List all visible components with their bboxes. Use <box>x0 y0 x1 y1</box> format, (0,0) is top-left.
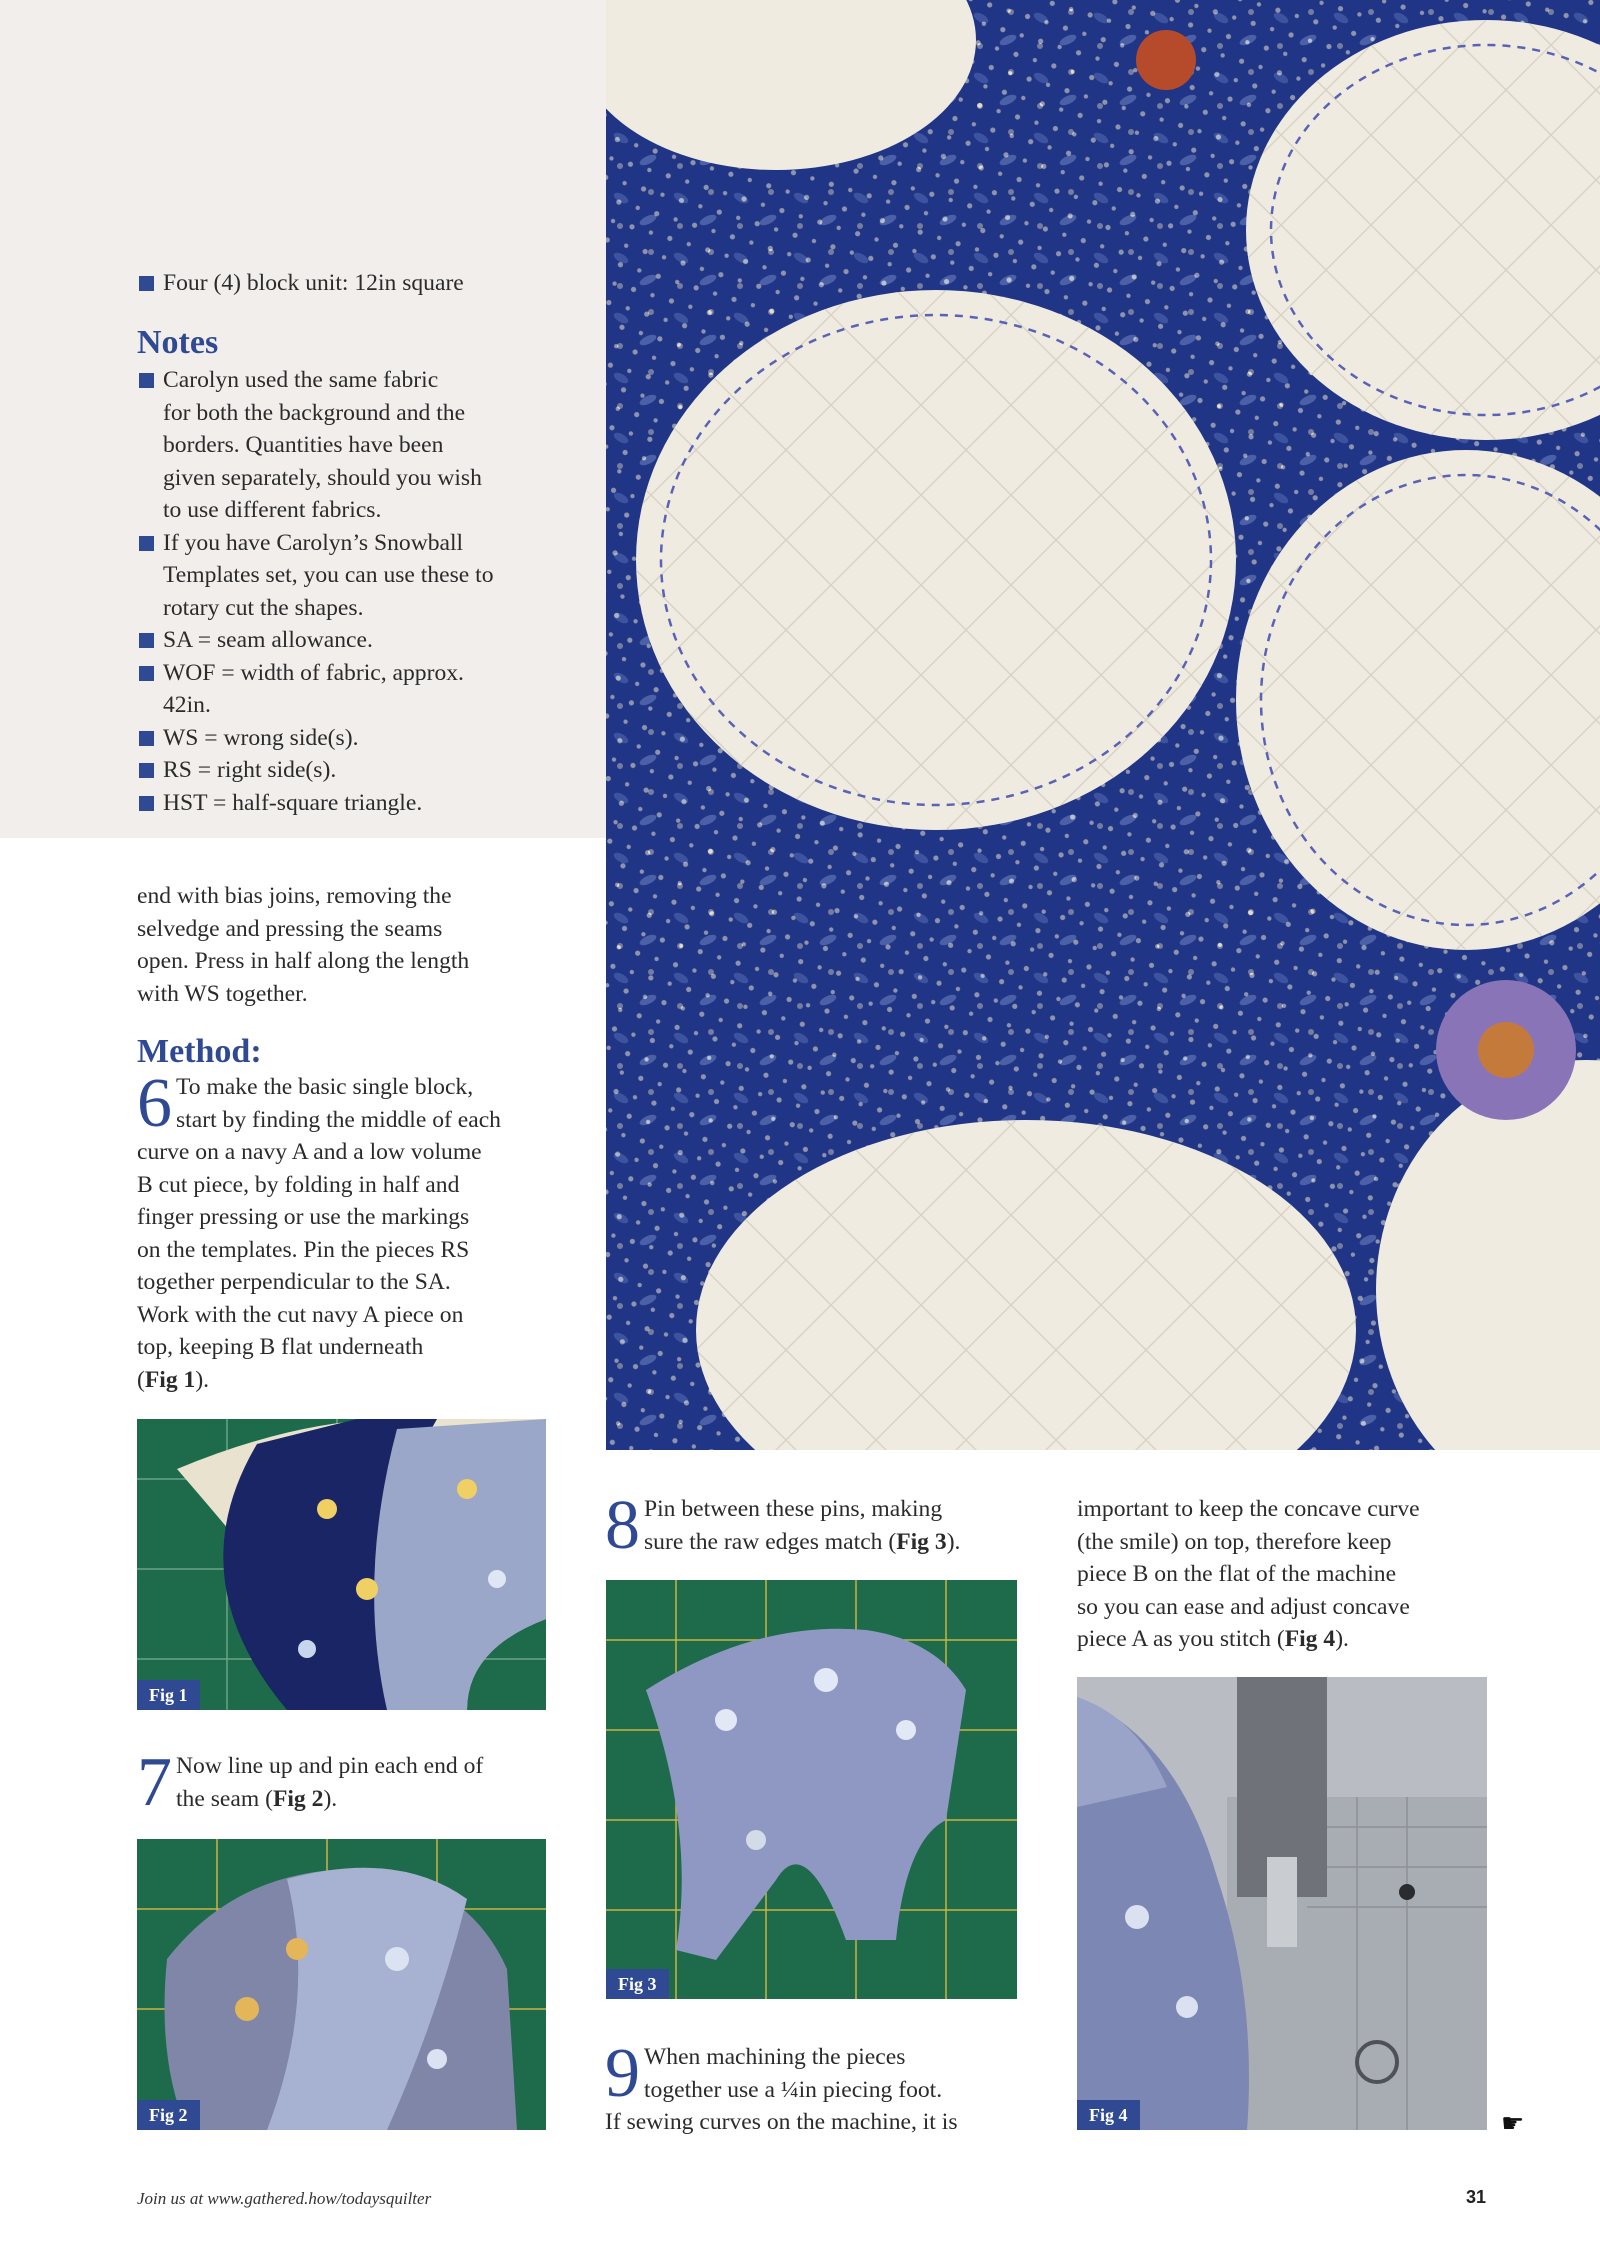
note-item: SA = seam allowance. <box>137 624 587 657</box>
note-item: If you have Carolyn’s Snowball Templates set, you can use these to rotary cut the shapes. <box>137 527 587 625</box>
finished-size-item: Four (4) block unit: 12in square <box>137 267 577 300</box>
fig-4-illustration <box>1077 1677 1487 2130</box>
note-item: WOF = width of fabric, approx. 42in. <box>137 657 587 722</box>
step-9: 9 When machining the pieces together use a ¼in piecing foot. If sewing curves on the machine, it is <box>605 2035 958 2135</box>
fig-4-label: Fig 4 <box>1077 2100 1140 2130</box>
turn-page-pointer-icon: ☛ <box>1501 2109 1525 2139</box>
bullet-square-icon <box>139 536 154 551</box>
bullet-square-icon <box>139 666 154 681</box>
bullet-square-icon <box>139 633 154 648</box>
fig-1-photo <box>137 1419 546 1710</box>
method-heading: Method: <box>137 1033 262 1070</box>
notes-heading: Notes <box>137 324 219 361</box>
step-number: 6 <box>137 1065 172 1142</box>
note-item: WS = wrong side(s). <box>137 722 587 755</box>
bullet-square-icon <box>139 796 154 811</box>
finished-size <box>137 267 577 300</box>
bullet-square-icon <box>139 373 154 388</box>
page-number: 31 <box>1466 2187 1487 2207</box>
note-item: Carolyn used the same fabric for both the background and the borders. Quantities have been given separately, should you wish to use different fabrics. <box>137 364 587 527</box>
fig-2-illustration <box>137 1839 546 2130</box>
bullet-square-icon <box>139 731 154 746</box>
step-8: 8 Pin between these pins, making sure the raw edges match (Fig 3). <box>605 1487 961 1564</box>
step-7: 7 Now line up and pin each end of the seam (Fig 2). <box>137 1744 484 1821</box>
step-number: 9 <box>605 2035 640 2112</box>
bullet-square-icon <box>139 276 154 291</box>
fig-1-illustration <box>137 1419 546 1710</box>
fig-1-label: Fig 1 <box>137 1680 200 1710</box>
fig-4-photo <box>1077 1677 1487 2130</box>
fig-3-label: Fig 3 <box>606 1969 669 1999</box>
quilt-illustration <box>606 0 1600 1450</box>
step-number: 8 <box>605 1487 640 1564</box>
step-9-continued: important to keep the concave curve (the smile) on top, therefore keep piece B on the flat of the machine so you can ease and adjust concave piece A as you stitch (Fig 4). <box>1077 1496 1420 1652</box>
footer-website: Join us at www.gathered.how/todaysquilter <box>137 2189 432 2208</box>
note-item: RS = right side(s). <box>137 754 587 787</box>
fig-3-photo <box>606 1580 1017 1999</box>
fig-2-photo <box>137 1839 546 2130</box>
note-item: HST = half-square triangle. <box>137 787 587 820</box>
notes-list <box>137 364 587 819</box>
step-6: 6 To make the basic single block, start by finding the middle of each curve on a navy A and a low volume B cut piece, by folding in half and finger pressing or use the markings on the templates. Pin the pieces RS together perpendicular to the SA. Work with the cut navy A piece on top, keeping B flat underneath (Fig 1). <box>137 1065 501 1393</box>
fig-3-illustration <box>606 1580 1017 1999</box>
fig-2-label: Fig 2 <box>137 2100 200 2130</box>
binding-paragraph: end with bias joins, removing the selvedge and pressing the seams open. Press in half along the length with WS together. <box>137 883 470 1007</box>
quilt-hero-photo <box>606 0 1600 1450</box>
bullet-square-icon <box>139 763 154 778</box>
step-number: 7 <box>137 1744 172 1821</box>
